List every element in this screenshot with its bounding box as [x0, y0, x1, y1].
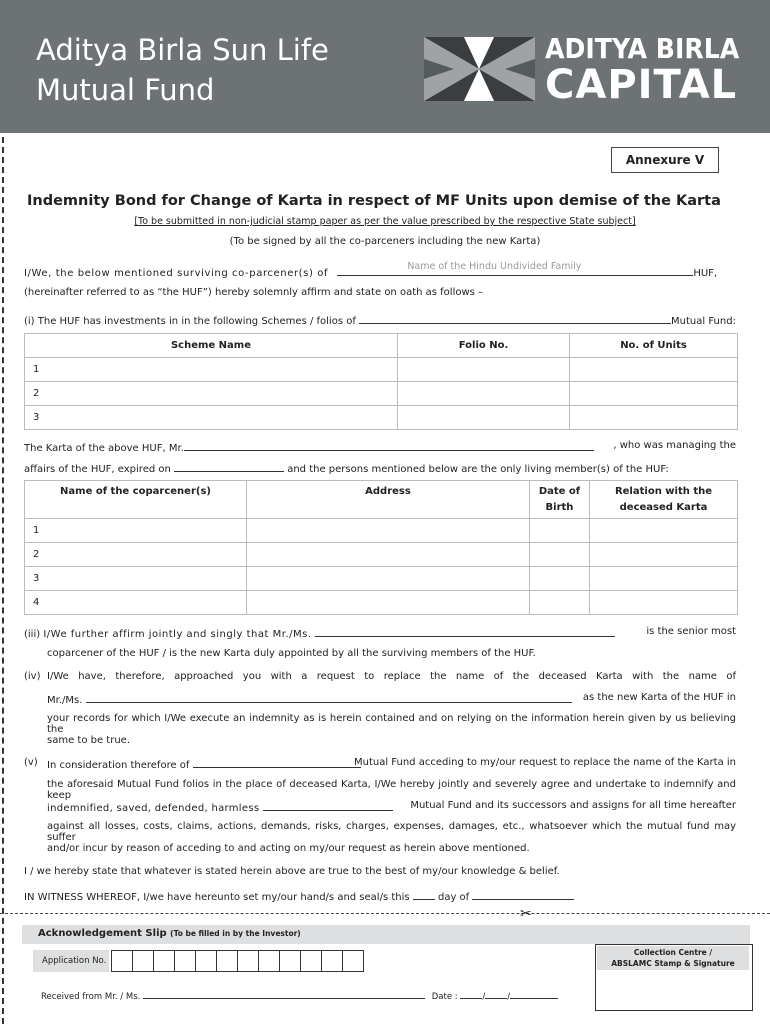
header-banner — [0, 0, 770, 133]
para-v-label: (v) — [24, 757, 38, 768]
row-number: 3 — [25, 406, 398, 430]
row-number: 2 — [25, 382, 398, 406]
address-cell[interactable] — [247, 591, 530, 615]
stamp-paper-note: [To be submitted in non-judicial stamp paper as per the value prescribed by the respective State subject] — [134, 216, 636, 227]
mutual-fund-name-field[interactable] — [359, 313, 671, 324]
application-no-digit-box[interactable] — [342, 950, 364, 972]
units-cell[interactable] — [570, 382, 738, 406]
table-row — [25, 519, 738, 543]
application-no-digit-box[interactable] — [279, 950, 301, 972]
para-iv-line-2 — [47, 692, 736, 706]
units-cell[interactable] — [570, 358, 738, 382]
table-row — [25, 543, 738, 567]
relation-cell[interactable] — [590, 543, 738, 567]
address-header: Address — [247, 481, 530, 519]
brand-name — [36, 30, 329, 110]
declaration: I / we hereby state that whatever is stated herein above are true to the best of my/our knowledge & belief. — [24, 866, 560, 877]
signing-note: (To be signed by all the co-parceners including the new Karta) — [229, 236, 541, 247]
para-iv-line-4: same to be true. — [47, 735, 131, 746]
para-v-line-3-start: indemnified, saved, defended, harmless — [47, 803, 260, 814]
dob-cell[interactable] — [530, 591, 590, 615]
application-no-digit-box[interactable] — [174, 950, 196, 972]
para-v-line-3 — [47, 800, 736, 814]
para-1-end: HUF, — [693, 268, 718, 279]
application-no-digit-box[interactable] — [321, 950, 343, 972]
para-iii-label: (iii) — [24, 629, 41, 640]
annexure-label: Annexure V — [611, 147, 719, 173]
received-from-line: Received from Mr. / Ms. Date : / / — [41, 990, 558, 1002]
para-iii-start: I/We further affirm jointly and singly that Mr./Ms. — [43, 629, 312, 640]
karta-start: The Karta of the above HUF, Mr. — [24, 443, 184, 454]
expiry-date-field[interactable] — [174, 461, 284, 472]
para-iii-line-1 — [24, 626, 736, 640]
folio-cell[interactable] — [398, 382, 570, 406]
folio-header: Folio No. — [398, 334, 570, 358]
address-cell[interactable] — [247, 567, 530, 591]
relation-cell[interactable] — [590, 567, 738, 591]
folio-cell[interactable] — [398, 406, 570, 430]
scheme-table — [24, 333, 738, 430]
dob-cell[interactable] — [530, 567, 590, 591]
collection-centre-label — [595, 947, 751, 969]
table-row — [25, 406, 738, 430]
relation-cell[interactable] — [590, 519, 738, 543]
row-number: 1 — [25, 519, 247, 543]
address-cell[interactable] — [247, 543, 530, 567]
collection-centre-line-2: ABSLAMC Stamp & Signature — [611, 959, 735, 968]
witness-start: IN WITNESS WHEREOF, I/we have hereunto set my/our hand/s and seal/s this — [24, 892, 410, 903]
witness-day-of: day of — [437, 892, 470, 903]
para-v-line-3-end: Mutual Fund and its successors and assigns for all time hereafter — [410, 800, 736, 811]
huf-name-field[interactable] — [337, 261, 693, 276]
received-name-field[interactable] — [143, 990, 425, 999]
units-header: No. of Units — [570, 334, 738, 358]
mutual-fund-field-2[interactable] — [263, 800, 393, 811]
witness-line — [24, 889, 574, 903]
acknowledgement-title — [38, 928, 301, 939]
para-v-line-1-end: Mutual Fund acceding to my/our request to replace the name of the Karta in — [353, 757, 736, 768]
row-number: 3 — [25, 567, 247, 591]
para-iii-end: is the senior most — [646, 626, 736, 637]
coparcener-name-header: Name of the coparcener(s) — [25, 481, 247, 519]
huf-name-placeholder: Name of the Hindu Undivided Family — [407, 261, 582, 272]
relation-cell[interactable] — [590, 591, 738, 615]
para-iv-line-3: your records for which I/We execute an indemnity as is herein contained and on relying on the information herein given by us believing the — [47, 713, 736, 735]
para-v-line-5: and/or incur by reason of acceding to and acting on my/our request as herein above mentioned. — [47, 843, 530, 854]
row-number: 1 — [25, 358, 398, 382]
para-i-end: Mutual Fund: — [671, 316, 736, 327]
karta-end: , who was managing the — [613, 440, 736, 451]
para-iii-line-2: coparcener of the HUF / is the new Karta duly appointed by all the surviving members of the HUF. — [47, 648, 536, 659]
logo-text-capital: CAPITAL — [545, 62, 738, 108]
date-label: Date : — [431, 992, 458, 1002]
application-no-digit-box[interactable] — [132, 950, 154, 972]
horizontal-cut-line — [0, 913, 770, 914]
para-v-line-4: against all losses, costs, claims, actions, demands, risks, charges, expenses, damages, etc., whatsoever which the mutual fund may suffer — [47, 821, 736, 843]
brand-line-1: Aditya Birla Sun Life — [36, 33, 329, 67]
table-row — [25, 358, 738, 382]
application-no-digit-box[interactable] — [111, 950, 133, 972]
para-i-start: (i) The HUF has investments in in the following Schemes / folios of — [24, 316, 356, 327]
para-v-line-1-start: In consideration therefore of — [47, 760, 190, 771]
ack-title-text: Acknowledgement Slip — [38, 928, 167, 939]
address-cell[interactable] — [247, 519, 530, 543]
dob-cell[interactable] — [530, 519, 590, 543]
ack-note: (To be filled in by the Investor) — [170, 929, 301, 938]
para-iv-line-1: I/We have, therefore, approached you with a request to replace the name of the deceased Karta with the name of — [47, 671, 736, 682]
application-no-digit-box[interactable] — [195, 950, 217, 972]
date-year-field[interactable] — [510, 990, 558, 999]
new-karta-name-field[interactable] — [86, 692, 572, 703]
application-no-digit-box[interactable] — [300, 950, 322, 972]
witness-month-field[interactable] — [472, 889, 574, 900]
folio-cell[interactable] — [398, 358, 570, 382]
date-month-field[interactable] — [485, 990, 507, 999]
row-number: 2 — [25, 543, 247, 567]
received-label: Received from Mr. / Ms. — [41, 992, 141, 1002]
para-1-line-1 — [24, 261, 736, 279]
vertical-cut-line — [2, 137, 4, 1024]
relation-header: Relation with the deceased Karta — [590, 481, 738, 519]
application-no-boxes[interactable] — [112, 950, 364, 972]
karta-line-2 — [24, 461, 669, 475]
scheme-name-header: Scheme Name — [25, 334, 398, 358]
brand-line-2: Mutual Fund — [36, 73, 215, 107]
mutual-fund-field-1[interactable] — [193, 757, 361, 768]
senior-coparcener-field[interactable] — [315, 626, 615, 637]
logo-text-aditya-birla: ADITYA BIRLA — [545, 32, 740, 65]
collection-centre-line-1: Collection Centre / — [633, 948, 713, 957]
karta-name-field[interactable] — [184, 440, 594, 451]
para-v-line-2: the aforesaid Mutual Fund folios in the place of deceased Karta, I/We hereby jointly and severely agree and undertake to indemnify and keep — [47, 779, 736, 801]
application-no-label: Application No. — [33, 950, 109, 972]
table-row — [25, 382, 738, 406]
application-no-digit-box[interactable] — [237, 950, 259, 972]
application-no-digit-box[interactable] — [258, 950, 280, 972]
para-v-line-1 — [47, 757, 736, 771]
dob-cell[interactable] — [530, 543, 590, 567]
para-i-line — [24, 313, 736, 327]
document-title: Indemnity Bond for Change of Karta in respect of MF Units upon demise of the Karta — [27, 193, 721, 209]
dob-header: Date of Birth — [530, 481, 590, 519]
application-no-digit-box[interactable] — [153, 950, 175, 972]
aditya-birla-logo-icon — [424, 37, 535, 101]
para-1-line-2: (hereinafter referred to as “the HUF”) hereby solemnly affirm and state on oath as follows – — [24, 287, 484, 298]
table-row — [25, 567, 738, 591]
date-day-field[interactable] — [460, 990, 482, 999]
application-no-digit-box[interactable] — [216, 950, 238, 972]
para-iv-label: (iv) — [24, 671, 41, 682]
coparcener-table — [24, 480, 738, 615]
karta-line-2-start: affairs of the HUF, expired on — [24, 464, 171, 475]
karta-line-2-end: and the persons mentioned below are the only living member(s) of the HUF: — [287, 464, 669, 475]
row-number: 4 — [25, 591, 247, 615]
para-1-start: I/We, the below mentioned surviving co-parcener(s) of — [24, 268, 329, 279]
witness-day-field[interactable] — [413, 889, 435, 900]
table-row — [25, 591, 738, 615]
para-iv-line-2-end: as the new Karta of the HUF in — [582, 692, 736, 703]
units-cell[interactable] — [570, 406, 738, 430]
scissors-icon: ✂ — [520, 906, 532, 922]
karta-line-1 — [24, 440, 736, 454]
para-iv-line-2-start: Mr./Ms. — [47, 695, 83, 706]
